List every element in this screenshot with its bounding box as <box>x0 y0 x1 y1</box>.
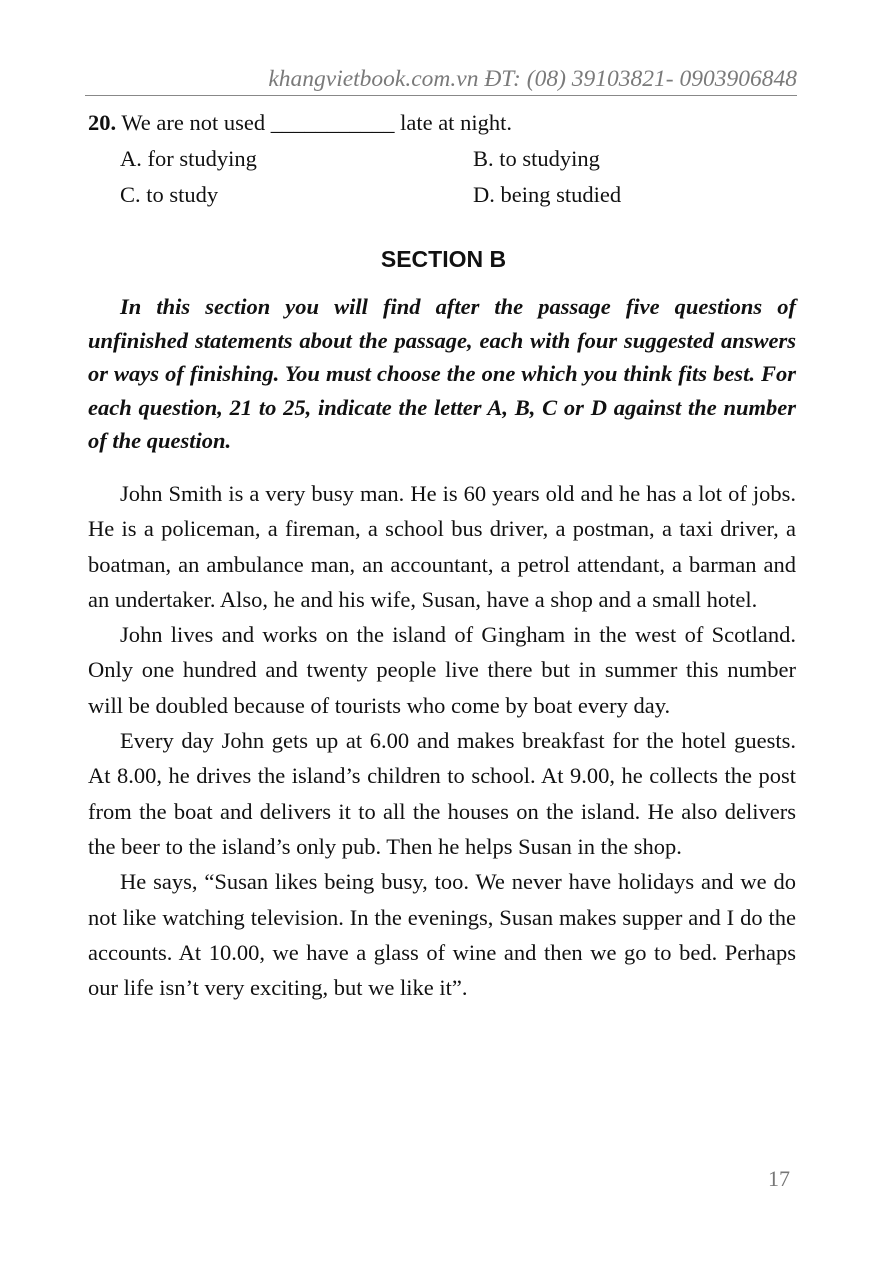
passage-paragraph: He says, “Susan likes being busy, too. We never have holidays and we do not like watching television. In the evenings, Susan makes supper and I do the accounts. At 10.00, we have a glass of wine and then we go to bed. Perhaps our life isn’t very exciting, but we like it”. <box>88 869 796 1001</box>
page-header: khangvietbook.com.vn ĐT: (08) 39103821- 0903906848 <box>85 64 797 96</box>
option-c: C. to study <box>120 182 219 207</box>
question-20 <box>88 108 512 138</box>
reading-passage <box>88 476 796 1005</box>
section-instructions: In this section you will find after the passage five questions of unfinished statements about the passage, each with four suggested answers or ways of finishing. You must choose the one which you think fits best. For each question, 21 to 25, indicate the letter A, B, C or D against the number of the question. <box>88 294 796 454</box>
section-title: SECTION B <box>380 246 507 272</box>
option-d: D. being studied <box>473 182 622 207</box>
passage-paragraph: Every day John gets up at 6.00 and makes breakfast for the hotel guests. At 8.00, he drives the island’s children to school. At 9.00, he collects the post from the boat and delivers it to all the houses on the island. He also delivers the beer to the island’s only pub. Then he helps Susan in the shop. <box>88 728 796 859</box>
passage-paragraph: John Smith is a very busy man. He is 60 years old and he has a lot of jobs. He is a policeman, a fireman, a school bus driver, a postman, a taxi driver, a boatman, an ambulance man, an accountant, a petrol attendant, a barman and an undertaker. Also, he and his wife, Susan, have a shop and a small hotel. <box>88 481 796 612</box>
option-b: B. to studying <box>473 146 600 171</box>
question-number: 20. <box>88 110 117 135</box>
question-text: We are not used ___________ late at night. <box>121 110 512 135</box>
option-a: A. for studying <box>120 146 257 171</box>
page-number: 17 <box>768 1166 790 1191</box>
passage-paragraph: John lives and works on the island of Gingham in the west of Scotland. Only one hundred and twenty people live there but in summer this number will be doubled because of tourists who come by boat every day. <box>88 622 796 718</box>
